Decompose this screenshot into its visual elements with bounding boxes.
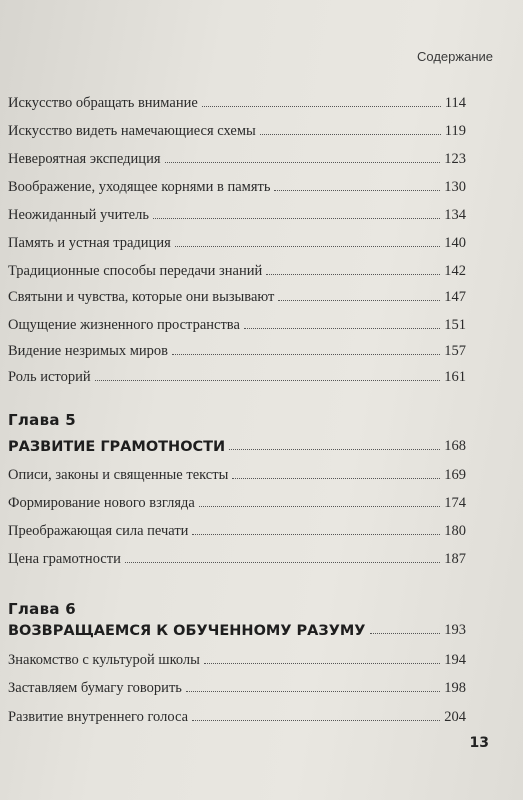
chapter-6-label: Глава 6 xyxy=(8,600,77,618)
toc-entry-title: Традиционные способы передачи знаний xyxy=(8,263,263,279)
toc-entry-page: 123 xyxy=(444,151,466,167)
toc-entry-page: 169 xyxy=(444,467,466,483)
toc-entry-page: 161 xyxy=(444,369,466,385)
toc-entry-page: 180 xyxy=(444,523,466,539)
leader-dots xyxy=(370,633,441,634)
toc-entry-title: Заставляем бумагу говорить xyxy=(8,680,182,696)
toc-entry-title: Описи, законы и священные тексты xyxy=(8,467,229,483)
leader-dots xyxy=(175,246,441,247)
toc-entry-page: 194 xyxy=(444,652,466,668)
chapter-5-title: РАЗВИТИЕ ГРАМОТНОСТИ xyxy=(8,439,226,455)
toc-entry-title: Развитие внутреннего голоса xyxy=(8,709,189,725)
toc-entry xyxy=(8,146,466,168)
toc-entry xyxy=(8,490,466,512)
toc-entry xyxy=(8,174,466,196)
leader-dots xyxy=(204,663,440,664)
toc-entry xyxy=(8,518,466,540)
toc-entry-title: Искусство видеть намечающиеся схемы xyxy=(8,123,256,139)
leader-dots xyxy=(266,274,440,275)
leader-dots xyxy=(172,354,440,355)
toc-entry-page: 119 xyxy=(444,123,466,139)
toc-entry xyxy=(8,364,466,386)
toc-entry-title: Формирование нового взгляда xyxy=(8,495,195,511)
leader-dots xyxy=(95,380,441,381)
toc-entry xyxy=(8,675,466,697)
toc-entry-title: Роль историй xyxy=(8,369,91,385)
leader-dots xyxy=(153,218,440,219)
chapter-5-label: Глава 5 xyxy=(8,411,77,429)
toc-entry xyxy=(8,462,466,484)
toc-entry-title: Память и устная традиция xyxy=(8,235,171,251)
leader-dots xyxy=(260,134,441,135)
toc-entry xyxy=(8,90,466,112)
leader-dots xyxy=(202,106,441,107)
toc-entry-title: Невероятная экспедиция xyxy=(8,151,161,167)
toc-entry xyxy=(8,338,466,360)
leader-dots xyxy=(199,506,440,507)
toc-entry xyxy=(8,312,466,334)
running-header: Содержание xyxy=(417,49,493,64)
chapter-6-title: ВОЗВРАЩАЕМСЯ К ОБУЧЕННОМУ РАЗУМУ xyxy=(8,623,366,639)
toc-entry-title: Видение незримых миров xyxy=(8,343,169,359)
toc-entry-page: 142 xyxy=(444,263,466,279)
toc-entry xyxy=(8,647,466,669)
toc-entry-page: 151 xyxy=(444,317,466,333)
leader-dots xyxy=(229,449,440,450)
toc-entry xyxy=(8,118,466,140)
toc-entry-page: 140 xyxy=(444,235,466,251)
toc-entry xyxy=(8,284,466,306)
toc-entry-title: Святыни и чувства, которые они вызывают xyxy=(8,289,275,305)
toc-entry-title: Воображение, уходящее корнями в память xyxy=(8,179,271,195)
leader-dots xyxy=(274,190,440,191)
chapter-5-heading xyxy=(8,433,466,455)
toc-entry-page: 134 xyxy=(444,207,466,223)
toc-entry xyxy=(8,546,466,568)
toc-entry-page: 198 xyxy=(444,680,466,696)
toc-entry xyxy=(8,230,466,252)
chapter-6-page: 193 xyxy=(444,622,466,638)
toc-entry-page: 187 xyxy=(444,551,466,567)
leader-dots xyxy=(244,328,440,329)
leader-dots xyxy=(192,534,440,535)
toc-entry xyxy=(8,258,466,280)
leader-dots xyxy=(165,162,441,163)
chapter-6-heading xyxy=(8,617,466,639)
toc-entry xyxy=(8,202,466,224)
leader-dots xyxy=(232,478,440,479)
toc-entry-title: Искусство обращать внимание xyxy=(8,95,198,111)
chapter-5-page: 168 xyxy=(444,438,466,454)
leader-dots xyxy=(125,562,440,563)
page-number: 13 xyxy=(469,735,489,751)
toc-entry-page: 147 xyxy=(444,289,466,305)
toc-entry-page: 130 xyxy=(444,179,466,195)
toc-entry-title: Цена грамотности xyxy=(8,551,121,567)
toc-entry-page: 204 xyxy=(444,709,466,725)
toc-entry-page: 157 xyxy=(444,343,466,359)
toc-entry-title: Преображающая сила печати xyxy=(8,523,189,539)
toc-entry-title: Ощущение жизненного пространства xyxy=(8,317,240,333)
toc-entry-page: 114 xyxy=(444,95,466,111)
toc-entry-page: 174 xyxy=(444,495,466,511)
toc-entry-title: Знакомство с культурой школы xyxy=(8,652,200,668)
toc-entry xyxy=(8,704,466,726)
toc-entry-title: Неожиданный учитель xyxy=(8,207,149,223)
leader-dots xyxy=(278,300,440,301)
leader-dots xyxy=(186,691,440,692)
leader-dots xyxy=(192,720,440,721)
